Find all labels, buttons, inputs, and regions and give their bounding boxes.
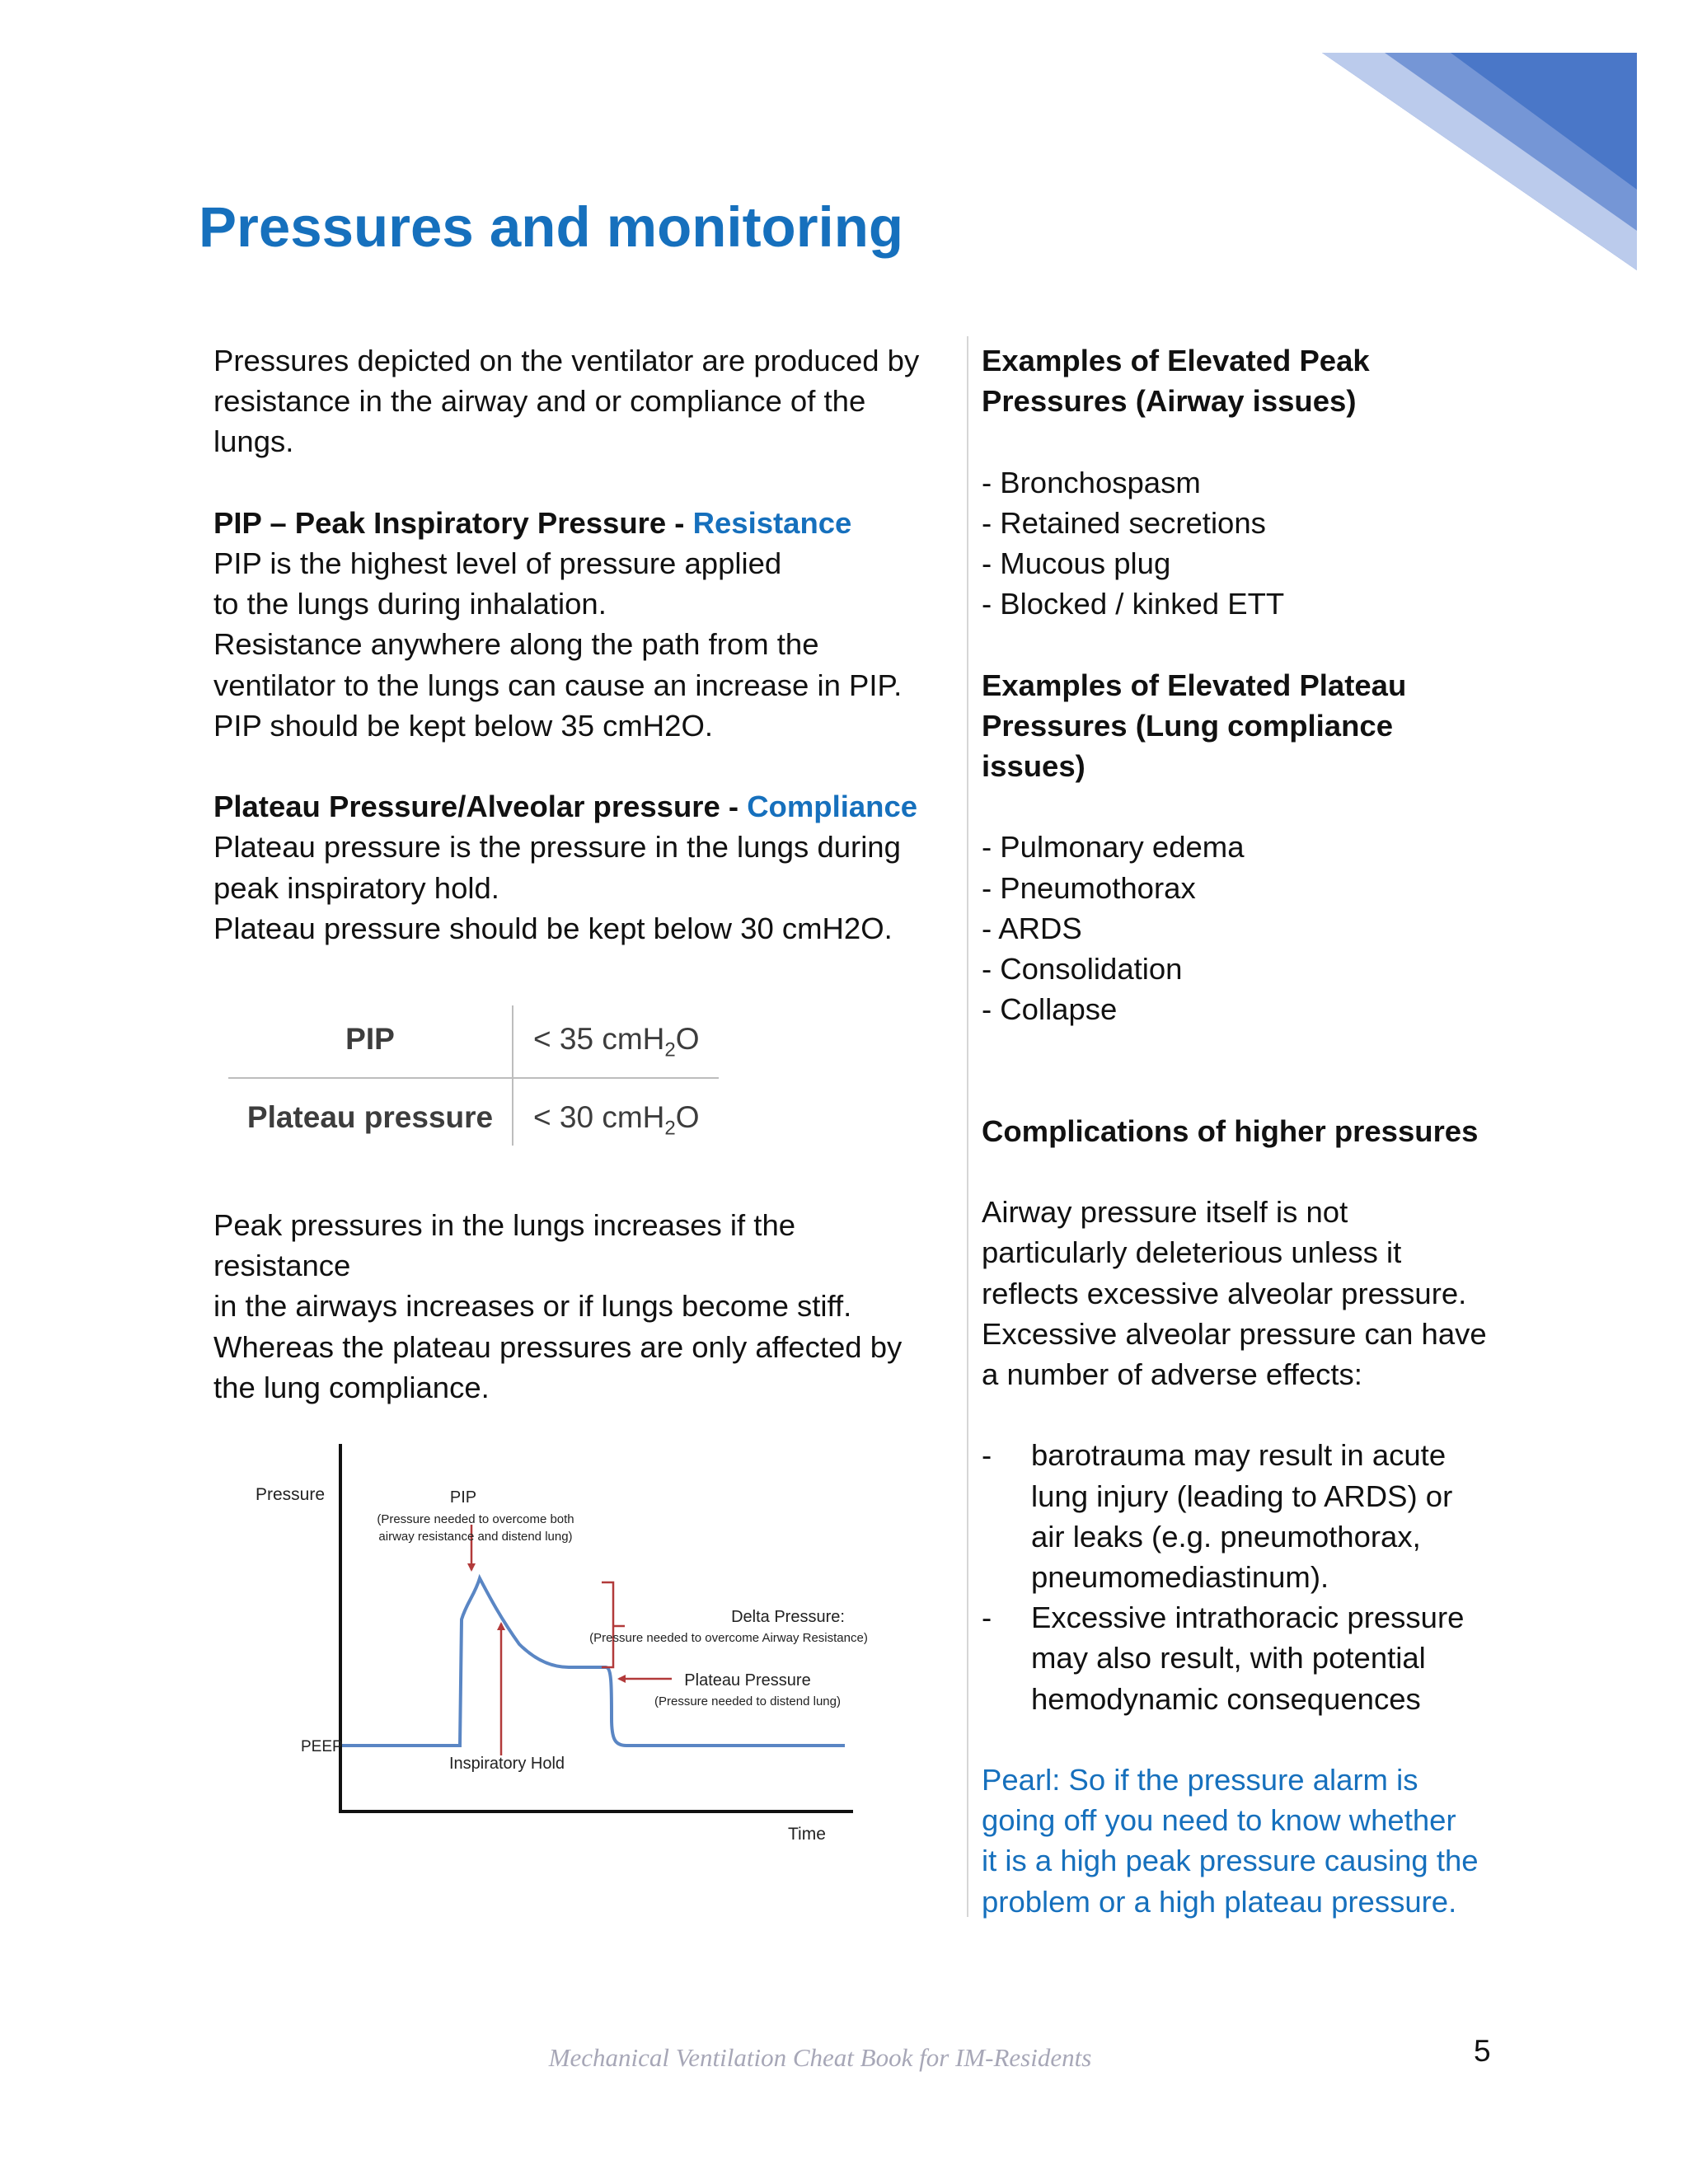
complications-heading: Complications of higher pressures — [982, 1113, 1479, 1148]
footer-text: Mechanical Ventilation Cheat Book for IM-Residents — [548, 2043, 1092, 2072]
plateau-example-item: - Pneumothorax — [982, 870, 1196, 905]
pressure-limits-table — [228, 1005, 719, 1146]
pip-label: PIP — [449, 1488, 477, 1507]
table-label-plateau: Plateau pressure — [246, 1100, 494, 1134]
delta-label: Delta Pressure: — [731, 1608, 845, 1626]
pearl-line: problem or a high plateau pressure. — [982, 1884, 1457, 1919]
complications-line: a number of adverse effects: — [982, 1357, 1362, 1391]
list-item: - barotrauma may result in acute lung injury (leading to ARDS) or air leaks (e.g. pneumothorax, pneumomediastinum). — [982, 1438, 1453, 1594]
peak-text-line: Peak pressures in the lungs increases if the resistance — [213, 1208, 796, 1283]
peak-text-line: Whereas the plateau pressures are only affected by — [213, 1329, 903, 1364]
plateau-note: (Pressure needed to distend lung) — [654, 1694, 841, 1708]
resistance-keyword: Resistance — [692, 505, 852, 540]
table-label-pip: PIP — [345, 1022, 395, 1056]
plateau-example-item: - Pulmonary edema — [982, 830, 1245, 865]
peak-example-item: - Blocked / kinked ETT — [982, 587, 1285, 621]
pearl-line: it is a high peak pressure causing the — [982, 1844, 1479, 1878]
plateau-example-item: - ARDS — [982, 911, 1082, 945]
inspiratory-hold-label: Inspiratory Hold — [448, 1755, 565, 1773]
peak-text-block — [213, 1205, 939, 1408]
left-column — [213, 340, 939, 949]
pip-line: PIP is the highest level of pressure applied — [213, 546, 782, 580]
pip-line: PIP should be kept below 35 cmH2O. — [213, 708, 713, 743]
pip-note-line: airway resistance and distend lung) — [378, 1530, 573, 1544]
peak-text-line: the lung compliance. — [213, 1370, 490, 1404]
complications-line: Airway pressure itself is not — [982, 1195, 1348, 1230]
plateau-example-item: - Collapse — [982, 992, 1118, 1027]
complications-line: particularly deleterious unless it — [982, 1235, 1402, 1270]
peak-examples-heading: Pressures (Airway issues) — [982, 384, 1357, 419]
adverse-effects-list — [982, 1435, 1493, 1718]
y-axis-label: Pressure — [256, 1485, 326, 1504]
peak-example-item: - Mucous plug — [982, 546, 1171, 580]
complications-line: Excessive alveolar pressure can have — [982, 1316, 1487, 1351]
plateau-example-item: - Consolidation — [982, 952, 1183, 986]
page-number: 5 — [1474, 2034, 1491, 2068]
right-column — [982, 340, 1493, 1922]
list-item: - Excessive intrathoracic pressure may also result, with potential hemodynamic consequences — [982, 1601, 1465, 1716]
peak-text-line: in the airways increases or if lungs become stiff. — [213, 1289, 852, 1324]
pressure-curve — [342, 1578, 845, 1746]
corner-decoration — [1319, 49, 1640, 276]
x-axis-label: Time — [788, 1825, 826, 1844]
delta-bracket — [602, 1582, 625, 1667]
delta-note: (Pressure needed to overcome Airway Resistance) — [589, 1631, 868, 1645]
plateau-examples-heading: Examples of Elevated Plateau — [982, 668, 1407, 702]
peep-label: PEEP — [301, 1738, 343, 1755]
table-value-plateau: < 30 cmH$_2$O — [533, 1100, 700, 1140]
pip-line: ventilator to the lungs can cause an increase in PIP. — [213, 668, 903, 702]
peak-examples-heading: Examples of Elevated Peak — [982, 344, 1370, 377]
plateau-heading: Plateau Pressure/Alveolar pressure - Compliance — [213, 790, 918, 824]
plateau-examples-heading: Pressures (Lung compliance issues) — [982, 708, 1393, 783]
pip-line: to the lungs during inhalation. — [213, 587, 607, 621]
compliance-keyword: Compliance — [747, 790, 918, 824]
plateau-label: Plateau Pressure — [684, 1671, 811, 1690]
intro-line: Pressures depicted on the ventilator are produced by — [213, 344, 920, 377]
intro-line: lungs. — [213, 424, 294, 459]
peak-example-item: - Bronchospasm — [982, 465, 1201, 499]
page-title: Pressures and monitoring — [199, 195, 904, 259]
pip-heading: PIP – Peak Inspiratory Pressure - Resistance — [213, 505, 852, 540]
pearl-line: going off you need to know whether — [982, 1803, 1456, 1838]
intro-line: resistance in the airway and or compliance of the — [213, 384, 866, 419]
plateau-line: Plateau pressure should be kept below 30 cmH2O. — [213, 911, 893, 945]
pearl-line: Pearl: So if the pressure alarm is — [982, 1762, 1418, 1797]
pip-line: Resistance anywhere along the path from the — [213, 627, 819, 662]
pressure-time-diagram — [239, 1438, 948, 1863]
column-divider — [967, 336, 968, 1917]
peak-example-item: - Retained secretions — [982, 505, 1266, 540]
table-value-pip: < 35 cmH$_2$O — [533, 1022, 700, 1062]
pip-note-line: (Pressure needed to overcome both — [377, 1512, 574, 1526]
complications-line: reflects excessive alveolar pressure. — [982, 1276, 1467, 1310]
plateau-line: peak inspiratory hold. — [213, 870, 499, 905]
plateau-line: Plateau pressure is the pressure in the lungs during — [213, 830, 901, 865]
